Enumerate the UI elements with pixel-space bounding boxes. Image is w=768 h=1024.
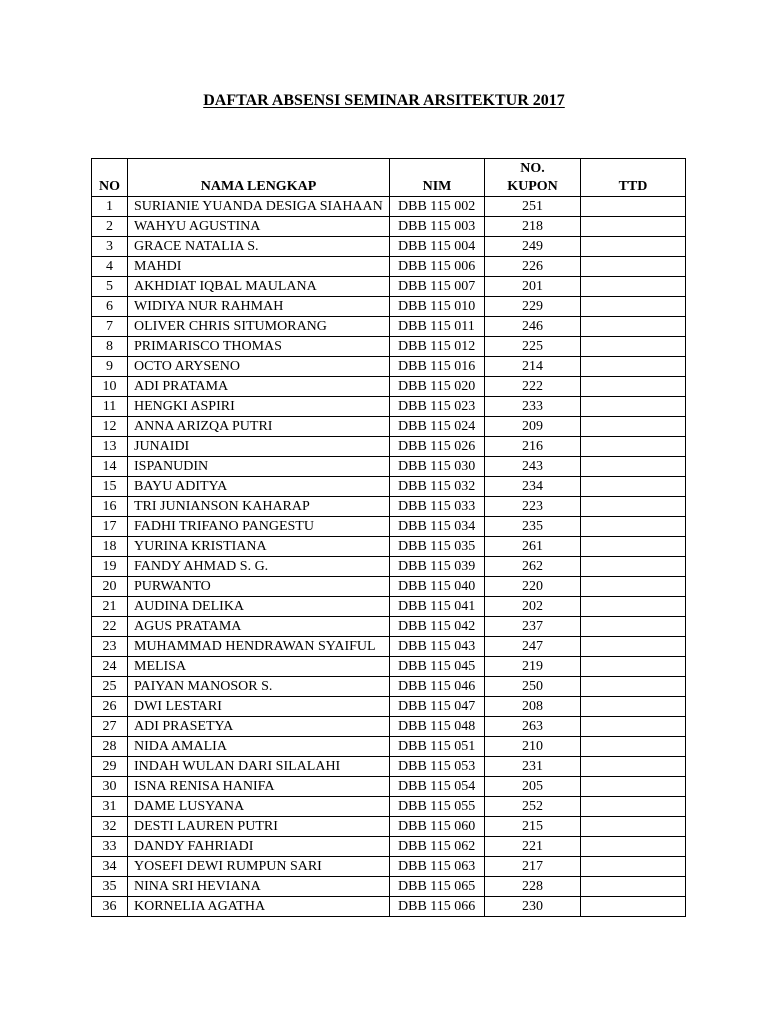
row-ttd-cell[interactable]: [581, 237, 686, 257]
row-nim-cell: DBB 115 007: [390, 277, 485, 297]
row-nama-cell: HENGKI ASPIRI: [128, 397, 390, 417]
row-no-cell: 33: [92, 837, 128, 857]
row-nim-cell: DBB 115 063: [390, 857, 485, 877]
row-kupon-cell: 229: [485, 297, 581, 317]
table-row: [92, 837, 686, 857]
row-nim-cell: DBB 115 045: [390, 657, 485, 677]
row-nama-cell: WAHYU AGUSTINA: [128, 217, 390, 237]
row-nim-cell: DBB 115 062: [390, 837, 485, 857]
row-no-cell: 32: [92, 817, 128, 837]
table-row: [92, 637, 686, 657]
table-row: [92, 577, 686, 597]
row-no-cell: 21: [92, 597, 128, 617]
row-nim-cell: DBB 115 024: [390, 417, 485, 437]
row-nim-cell: DBB 115 010: [390, 297, 485, 317]
row-nama-cell: YURINA KRISTIANA: [128, 537, 390, 557]
row-kupon-cell: 252: [485, 797, 581, 817]
row-ttd-cell[interactable]: [581, 797, 686, 817]
row-kupon-cell: 222: [485, 377, 581, 397]
row-no-cell: 30: [92, 777, 128, 797]
row-nim-cell: DBB 115 026: [390, 437, 485, 457]
row-no-cell: 18: [92, 537, 128, 557]
row-nim-cell: DBB 115 012: [390, 337, 485, 357]
table-row: [92, 377, 686, 397]
row-no-cell: 5: [92, 277, 128, 297]
row-kupon-cell: 216: [485, 437, 581, 457]
table-row: [92, 877, 686, 897]
row-no-cell: 20: [92, 577, 128, 597]
row-ttd-cell[interactable]: [581, 317, 686, 337]
row-nama-cell: AKHDIAT IQBAL MAULANA: [128, 277, 390, 297]
row-no-cell: 29: [92, 757, 128, 777]
row-ttd-cell[interactable]: [581, 417, 686, 437]
row-nama-cell: TRI JUNIANSON KAHARAP: [128, 497, 390, 517]
row-no-cell: 23: [92, 637, 128, 657]
row-no-cell: 34: [92, 857, 128, 877]
row-nama-cell: MUHAMMAD HENDRAWAN SYAIFUL: [128, 637, 390, 657]
row-ttd-cell[interactable]: [581, 757, 686, 777]
row-nama-cell: NINA SRI HEVIANA: [128, 877, 390, 897]
row-kupon-cell: 219: [485, 657, 581, 677]
row-kupon-cell: 201: [485, 277, 581, 297]
row-kupon-cell: 243: [485, 457, 581, 477]
row-nama-cell: FADHI TRIFANO PANGESTU: [128, 517, 390, 537]
header-nama-lengkap: NAMA LENGKAP: [128, 159, 390, 197]
row-nama-cell: DANDY FAHRIADI: [128, 837, 390, 857]
row-kupon-cell: 226: [485, 257, 581, 277]
attendance-table: [91, 158, 686, 917]
row-kupon-cell: 230: [485, 897, 581, 917]
row-nama-cell: MELISA: [128, 657, 390, 677]
row-nim-cell: DBB 115 032: [390, 477, 485, 497]
row-kupon-cell: 215: [485, 817, 581, 837]
row-nama-cell: DWI LESTARI: [128, 697, 390, 717]
row-ttd-cell[interactable]: [581, 577, 686, 597]
row-nim-cell: DBB 115 048: [390, 717, 485, 737]
row-kupon-cell: 225: [485, 337, 581, 357]
header-no-kupon: [485, 159, 581, 197]
row-no-cell: 19: [92, 557, 128, 577]
row-nama-cell: ISPANUDIN: [128, 457, 390, 477]
row-nama-cell: ADI PRASETYA: [128, 717, 390, 737]
row-kupon-cell: 237: [485, 617, 581, 637]
row-ttd-cell[interactable]: [581, 637, 686, 657]
row-no-cell: 7: [92, 317, 128, 337]
row-nama-cell: YOSEFI DEWI RUMPUN SARI: [128, 857, 390, 877]
header-ttd: TTD: [581, 159, 686, 197]
table-row: [92, 477, 686, 497]
row-no-cell: 10: [92, 377, 128, 397]
row-nama-cell: PRIMARISCO THOMAS: [128, 337, 390, 357]
row-no-cell: 6: [92, 297, 128, 317]
row-nim-cell: DBB 115 020: [390, 377, 485, 397]
row-kupon-cell: 218: [485, 217, 581, 237]
row-kupon-cell: 209: [485, 417, 581, 437]
row-kupon-cell: 261: [485, 537, 581, 557]
row-nama-cell: DAME LUSYANA: [128, 797, 390, 817]
table-row: [92, 277, 686, 297]
row-kupon-cell: 217: [485, 857, 581, 877]
row-nama-cell: WIDIYA NUR RAHMAH: [128, 297, 390, 317]
row-kupon-cell: 223: [485, 497, 581, 517]
table-row: [92, 357, 686, 377]
table-row: [92, 457, 686, 477]
row-nim-cell: DBB 115 051: [390, 737, 485, 757]
row-ttd-cell[interactable]: [581, 257, 686, 277]
row-kupon-cell: 246: [485, 317, 581, 337]
table-body: [92, 197, 686, 917]
row-ttd-cell[interactable]: [581, 397, 686, 417]
row-nim-cell: DBB 115 003: [390, 217, 485, 237]
row-kupon-cell: 208: [485, 697, 581, 717]
row-no-cell: 22: [92, 617, 128, 637]
row-no-cell: 26: [92, 697, 128, 717]
table-row: [92, 677, 686, 697]
table-row: [92, 897, 686, 917]
row-nim-cell: DBB 115 047: [390, 697, 485, 717]
table-row: [92, 337, 686, 357]
table-row: [92, 297, 686, 317]
row-nim-cell: DBB 115 002: [390, 197, 485, 217]
row-nim-cell: DBB 115 033: [390, 497, 485, 517]
row-nama-cell: AUDINA DELIKA: [128, 597, 390, 617]
row-no-cell: 36: [92, 897, 128, 917]
row-no-cell: 17: [92, 517, 128, 537]
header-nim: NIM: [390, 159, 485, 197]
row-ttd-cell[interactable]: [581, 737, 686, 757]
header-no-kupon-line1: NO.: [520, 161, 545, 176]
row-nim-cell: DBB 115 054: [390, 777, 485, 797]
row-nim-cell: DBB 115 006: [390, 257, 485, 277]
table-row: [92, 217, 686, 237]
row-no-cell: 16: [92, 497, 128, 517]
row-nim-cell: DBB 115 035: [390, 537, 485, 557]
row-ttd-cell[interactable]: [581, 777, 686, 797]
row-nama-cell: OLIVER CHRIS SITUMORANG: [128, 317, 390, 337]
table-row: [92, 257, 686, 277]
row-nama-cell: PURWANTO: [128, 577, 390, 597]
row-ttd-cell[interactable]: [581, 497, 686, 517]
row-kupon-cell: 214: [485, 357, 581, 377]
row-nim-cell: DBB 115 065: [390, 877, 485, 897]
row-ttd-cell[interactable]: [581, 217, 686, 237]
row-nim-cell: DBB 115 030: [390, 457, 485, 477]
row-kupon-cell: 202: [485, 597, 581, 617]
row-no-cell: 31: [92, 797, 128, 817]
table-header-row: [92, 159, 686, 197]
row-kupon-cell: 250: [485, 677, 581, 697]
row-nama-cell: FANDY AHMAD S. G.: [128, 557, 390, 577]
row-no-cell: 3: [92, 237, 128, 257]
table-row: [92, 617, 686, 637]
row-no-cell: 28: [92, 737, 128, 757]
row-nama-cell: PAIYAN MANOSOR S.: [128, 677, 390, 697]
row-kupon-cell: 247: [485, 637, 581, 657]
row-ttd-cell[interactable]: [581, 457, 686, 477]
row-nama-cell: INDAH WULAN DARI SILALAHI: [128, 757, 390, 777]
row-nim-cell: DBB 115 043: [390, 637, 485, 657]
row-ttd-cell[interactable]: [581, 817, 686, 837]
table-row: [92, 497, 686, 517]
row-ttd-cell[interactable]: [581, 677, 686, 697]
table-row: [92, 757, 686, 777]
row-nim-cell: DBB 115 066: [390, 897, 485, 917]
row-no-cell: 11: [92, 397, 128, 417]
row-nama-cell: ISNA RENISA HANIFA: [128, 777, 390, 797]
row-kupon-cell: 221: [485, 837, 581, 857]
row-nim-cell: DBB 115 011: [390, 317, 485, 337]
row-ttd-cell[interactable]: [581, 857, 686, 877]
table-row: [92, 537, 686, 557]
table-row: [92, 777, 686, 797]
row-ttd-cell[interactable]: [581, 697, 686, 717]
row-kupon-cell: 205: [485, 777, 581, 797]
row-nim-cell: DBB 115 023: [390, 397, 485, 417]
row-nim-cell: DBB 115 055: [390, 797, 485, 817]
header-no-kupon-line2: KUPON: [507, 179, 558, 194]
row-ttd-cell[interactable]: [581, 517, 686, 537]
table-row: [92, 317, 686, 337]
row-no-cell: 15: [92, 477, 128, 497]
row-no-cell: 25: [92, 677, 128, 697]
table-row: [92, 857, 686, 877]
row-nim-cell: DBB 115 053: [390, 757, 485, 777]
row-ttd-cell[interactable]: [581, 717, 686, 737]
row-ttd-cell[interactable]: [581, 877, 686, 897]
row-nim-cell: DBB 115 041: [390, 597, 485, 617]
row-ttd-cell[interactable]: [581, 377, 686, 397]
row-kupon-cell: 234: [485, 477, 581, 497]
table-row: [92, 397, 686, 417]
row-ttd-cell[interactable]: [581, 197, 686, 217]
row-no-cell: 14: [92, 457, 128, 477]
row-kupon-cell: 233: [485, 397, 581, 417]
row-nama-cell: AGUS PRATAMA: [128, 617, 390, 637]
row-ttd-cell[interactable]: [581, 357, 686, 377]
row-no-cell: 24: [92, 657, 128, 677]
row-no-cell: 4: [92, 257, 128, 277]
table-row: [92, 417, 686, 437]
row-no-cell: 8: [92, 337, 128, 357]
row-kupon-cell: 235: [485, 517, 581, 537]
row-nim-cell: DBB 115 016: [390, 357, 485, 377]
table-row: [92, 737, 686, 757]
row-nama-cell: BAYU ADITYA: [128, 477, 390, 497]
document-title-text: DAFTAR ABSENSI SEMINAR ARSITEKTUR 2017: [203, 92, 565, 109]
row-nim-cell: DBB 115 046: [390, 677, 485, 697]
row-nim-cell: DBB 115 039: [390, 557, 485, 577]
table-row: [92, 597, 686, 617]
row-ttd-cell[interactable]: [581, 477, 686, 497]
row-ttd-cell[interactable]: [581, 277, 686, 297]
row-kupon-cell: 251: [485, 197, 581, 217]
row-no-cell: 12: [92, 417, 128, 437]
row-nama-cell: MAHDI: [128, 257, 390, 277]
row-ttd-cell[interactable]: [581, 557, 686, 577]
row-ttd-cell[interactable]: [581, 617, 686, 637]
table-row: [92, 557, 686, 577]
row-nama-cell: ADI PRATAMA: [128, 377, 390, 397]
row-nama-cell: JUNAIDI: [128, 437, 390, 457]
row-kupon-cell: 262: [485, 557, 581, 577]
row-no-cell: 27: [92, 717, 128, 737]
table-row: [92, 657, 686, 677]
table-row: [92, 437, 686, 457]
row-nama-cell: DESTI LAUREN PUTRI: [128, 817, 390, 837]
row-nama-cell: ANNA ARIZQA PUTRI: [128, 417, 390, 437]
table-row: [92, 237, 686, 257]
row-no-cell: 1: [92, 197, 128, 217]
row-ttd-cell[interactable]: [581, 897, 686, 917]
row-no-cell: 9: [92, 357, 128, 377]
table-row: [92, 697, 686, 717]
row-nama-cell: KORNELIA AGATHA: [128, 897, 390, 917]
row-nama-cell: NIDA AMALIA: [128, 737, 390, 757]
table-row: [92, 717, 686, 737]
row-kupon-cell: 210: [485, 737, 581, 757]
table-row: [92, 197, 686, 217]
table-row: [92, 517, 686, 537]
row-ttd-cell[interactable]: [581, 537, 686, 557]
row-kupon-cell: 249: [485, 237, 581, 257]
table-row: [92, 817, 686, 837]
row-no-cell: 13: [92, 437, 128, 457]
row-kupon-cell: 228: [485, 877, 581, 897]
row-nim-cell: DBB 115 034: [390, 517, 485, 537]
row-kupon-cell: 220: [485, 577, 581, 597]
row-ttd-cell[interactable]: [581, 837, 686, 857]
row-ttd-cell[interactable]: [581, 597, 686, 617]
row-ttd-cell[interactable]: [581, 657, 686, 677]
row-kupon-cell: 231: [485, 757, 581, 777]
row-kupon-cell: 263: [485, 717, 581, 737]
row-nim-cell: DBB 115 060: [390, 817, 485, 837]
row-nim-cell: DBB 115 004: [390, 237, 485, 257]
document-title: [0, 92, 768, 110]
row-ttd-cell[interactable]: [581, 297, 686, 317]
row-ttd-cell[interactable]: [581, 437, 686, 457]
row-nama-cell: GRACE NATALIA S.: [128, 237, 390, 257]
row-nim-cell: DBB 115 040: [390, 577, 485, 597]
table-row: [92, 797, 686, 817]
row-no-cell: 35: [92, 877, 128, 897]
row-ttd-cell[interactable]: [581, 337, 686, 357]
row-no-cell: 2: [92, 217, 128, 237]
row-nama-cell: OCTO ARYSENO: [128, 357, 390, 377]
row-nama-cell: SURIANIE YUANDA DESIGA SIAHAAN: [128, 197, 390, 217]
row-nim-cell: DBB 115 042: [390, 617, 485, 637]
header-no: NO: [92, 159, 128, 197]
